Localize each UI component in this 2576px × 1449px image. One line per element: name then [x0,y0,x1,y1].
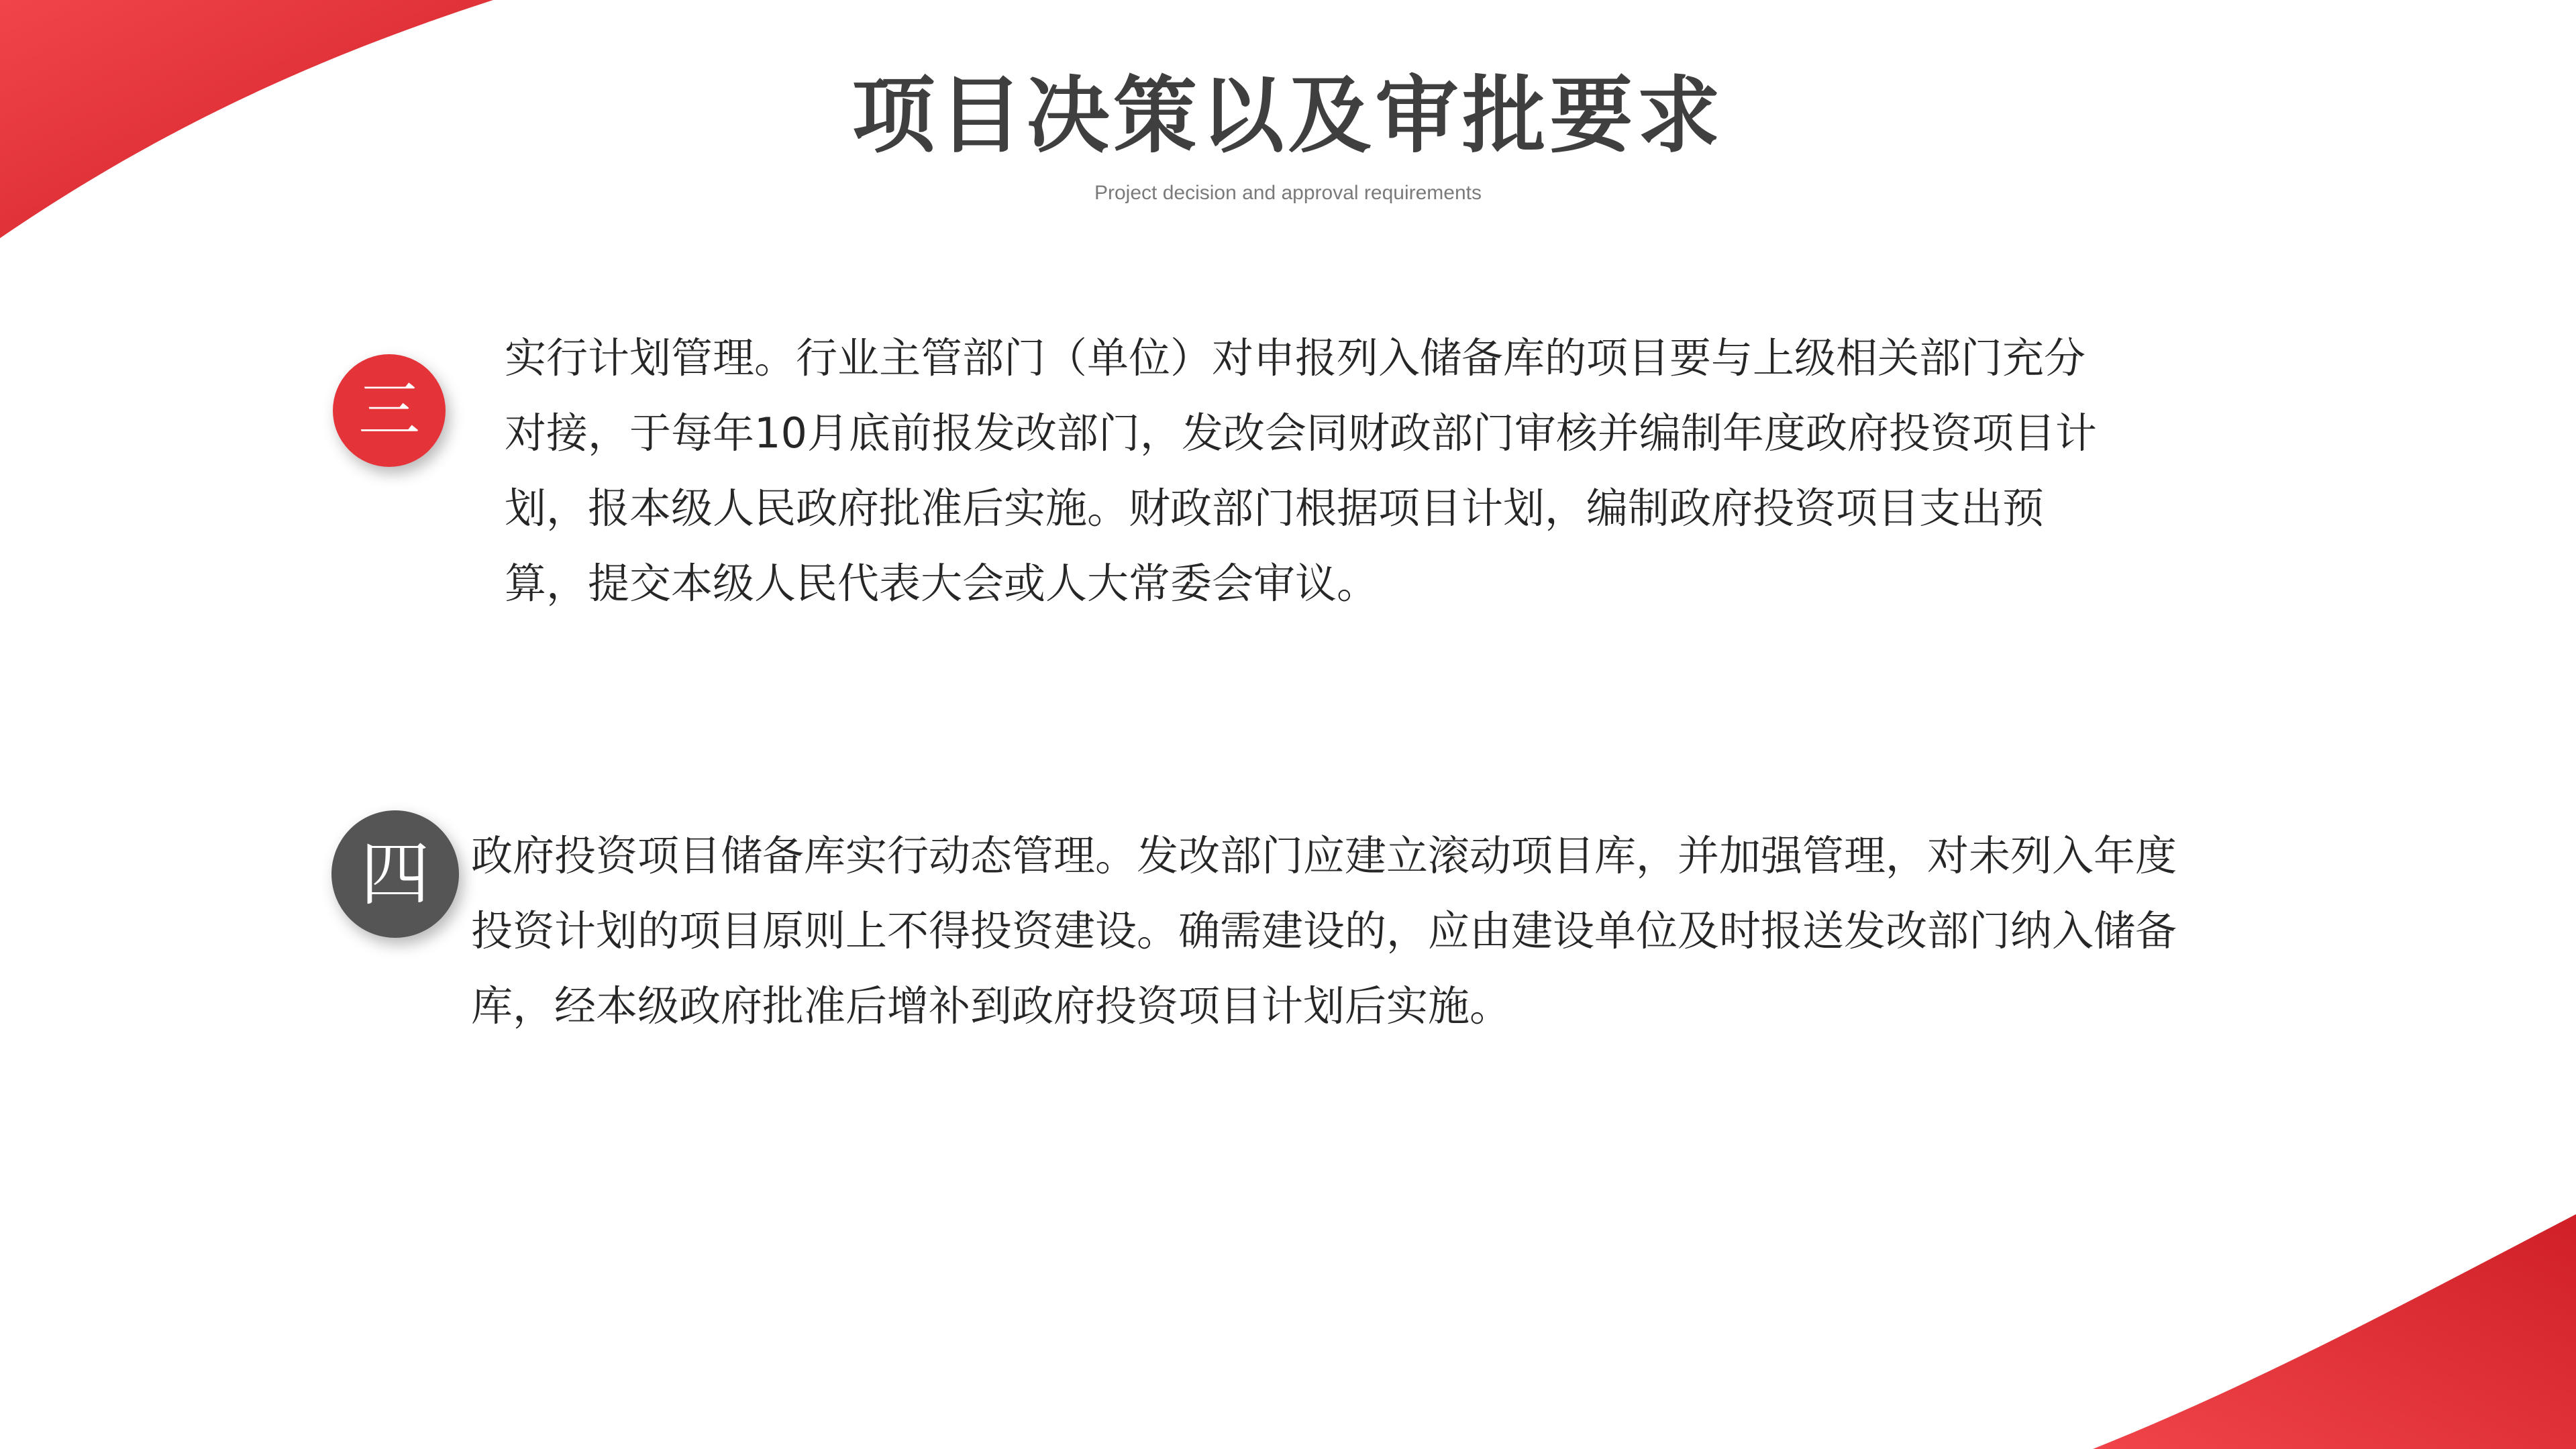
page-subtitle: Project decision and approval requirements [1094,182,1482,204]
item-number-badge-four: 四 [331,810,459,938]
page-title: 项目决策以及审批要求 [852,68,1724,164]
item-text-three: 实行计划管理。行业主管部门（单位）对申报列入储备库的项目要与上级相关部门充分对接，于每年10月底前报发改部门，发改会同财政部门审核并编制年度政府投资项目计划，报本级人民政府批准后实施。财政部门根据项目计划，编制政府投资项目支出预算，提交本级人民代表大会或人大常委会审议。 [505,333,2097,608]
item-text-four: 政府投资项目储备库实行动态管理。发改部门应建立滚动项目库，并加强管理，对未列入年度投资计划的项目原则上不得投资建设。确需建设的，应由建设单位及时报送发改部门纳入储备库，经本级政府批准后增补到政府投资项目计划后实施。 [471,831,2177,1030]
item-number-badge-three: 三 [333,354,446,467]
bottom-right-red-wave-decoration [2093,1194,2576,1449]
